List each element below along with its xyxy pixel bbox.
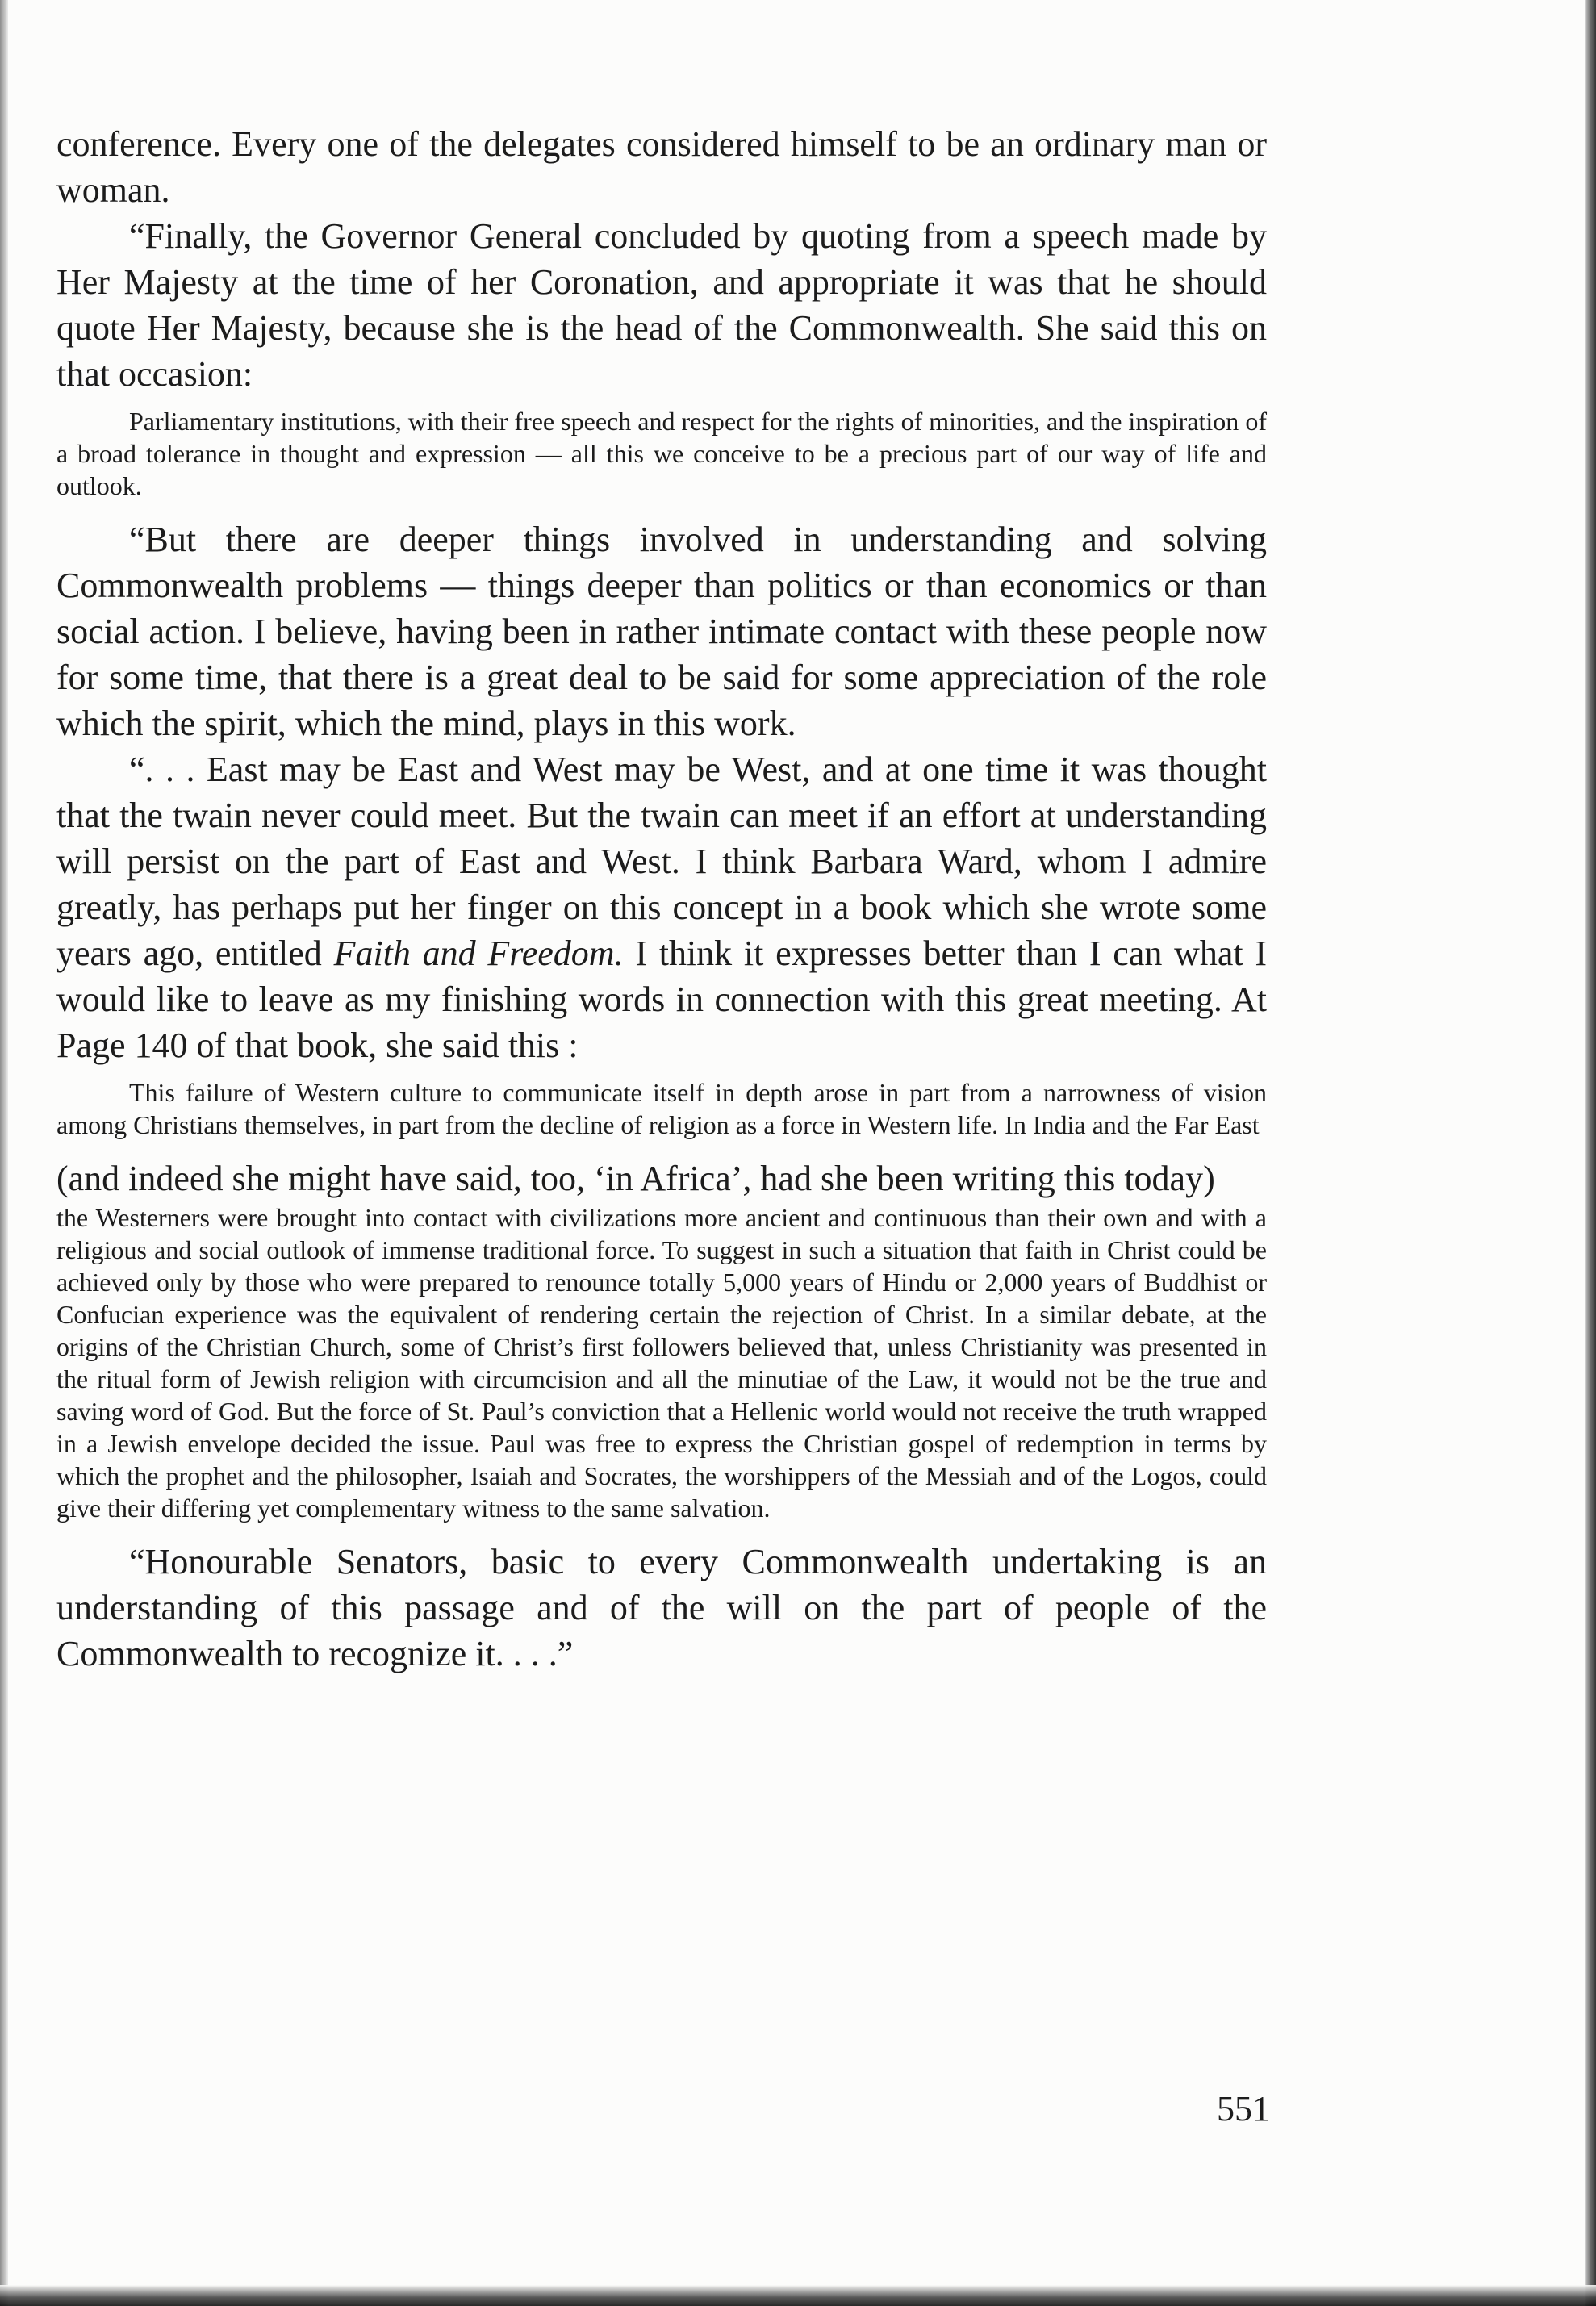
block-quote-westerners-contact: the Westerners were brought into contact with civilizations more ancient and continuous than their own and with a religious and social outlook of immense traditional force. To suggest in such a situation that faith in Christ could be achieved only by those who were prepared to renounce totally 5,000 years of Hindu or 2,000 years of Buddhist or Confucian experience was the equivalent of rendering certain the rejection of Christ. In a similar debate, at the origins of the Christian Church, some of Christ’s first followers believed that, unless Christianity was presented in the ritual form of Jewish religion with circumcision and all the minutiae of the Law, it would not be the true and saving word of God. But the force of St. Paul’s conviction that a Hellenic world would not receive the truth wrapped in a Jewish envelope decided the issue. Paul was free to express the Christian gospel of redemption in terms by which the prophet and the philosopher, Isaiah and Socrates, the worshippers of the Messiah and of the Logos, could give their differing yet complementary witness to the same salvation. bbox=[56, 1203, 1267, 1523]
paragraph-east-and-west-text-after: I think it expresses better than I can what I would like to leave as my finishing words in connection with this great meeting. At Page 140 of that book, she said this : bbox=[56, 934, 1268, 1065]
page-edge-left bbox=[0, 0, 8, 2306]
paragraph-honourable-senators: “Honourable Senators, basic to every Commonwealth undertaking is an understanding of this passage and of the will on the part of people of the Commonwealth to recognize it. . . .” bbox=[56, 1542, 1267, 1673]
paragraph-east-and-west-text-before: “. . . East may be East and West may be West, and at one time it was thought that the twain never could meet. But the twain can meet if an effort at understanding will persist on the part of East and West. I think Barbara Ward, whom I admire greatly, has perhaps put her finger on this concept in a book which she wrote some years ago, entitled bbox=[56, 750, 1267, 973]
page-body bbox=[56, 121, 1267, 1677]
paragraph-east-and-west bbox=[56, 746, 1267, 1068]
block-quote-western-culture: This failure of Western culture to communicate itself in depth arose in part from a narrowness of vision among Christians themselves, in part from the decline of religion as a force in Western life. In India and the Far East bbox=[56, 1078, 1267, 1139]
paragraph-governor-general: “Finally, the Governor General concluded by quoting from a speech made by Her Majesty at the time of her Coronation, and appropriate it was that he should quote Her Majesty, because she is the head of the Commonwealth. She said this on that occasion: bbox=[56, 216, 1267, 394]
paragraph-deeper-things: “But there are deeper things involved in understanding and solving Commonwealth problems — things deeper than politics or than economics or than social action. I believe, having been in rather intimate contact with these people now for some time, that there is a great deal to be said for some appreciation of the role which the spirit, which the mind, plays in this work. bbox=[56, 520, 1267, 743]
paragraph-africa-aside: (and indeed she might have said, too, ‘in Africa’, had she been writing this today) bbox=[56, 1159, 1215, 1198]
paragraph-conference: conference. Every one of the delegates considered himself to be an ordinary man or woman. bbox=[56, 124, 1267, 210]
page-edge-right bbox=[1585, 0, 1596, 2306]
book-title: Faith and Freedom. bbox=[333, 934, 624, 973]
page-number: 551 bbox=[1217, 2089, 1270, 2128]
page-edge-bottom bbox=[0, 2285, 1596, 2306]
block-quote-coronation-speech: Parliamentary institutions, with their free speech and respect for the rights of minorities, and the inspiration of a broad tolerance in thought and expression — all this we conceive to be a precious part of our way of life and outlook. bbox=[56, 407, 1267, 500]
